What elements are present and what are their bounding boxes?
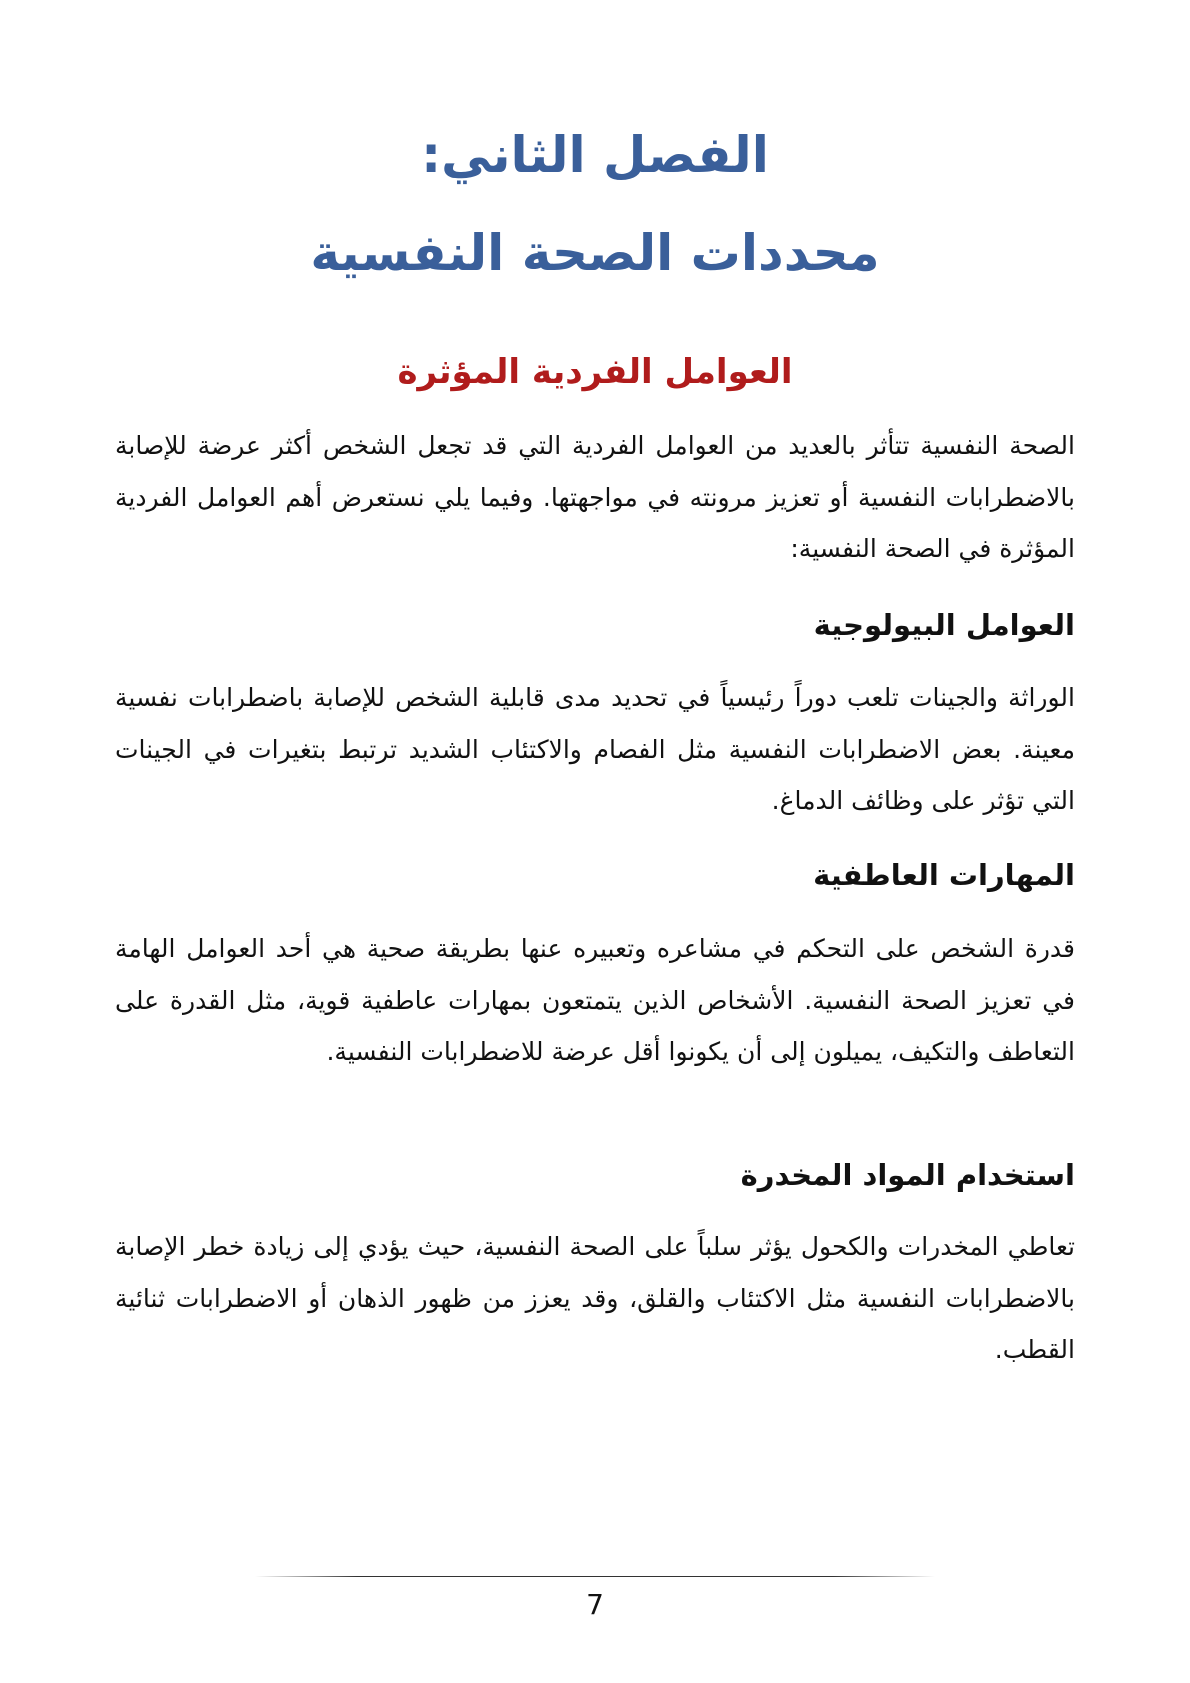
subsection-heading-biological: العوامل البيولوجية: [813, 608, 1075, 642]
intro-paragraph: الصحة النفسية تتأثر بالعديد من العوامل الفردية التي قد تجعل الشخص أكثر عرضة للإصابة بالاضطرابات النفسية أو تعزيز مرونته في مواجهتها. وفيما يلي نستعرض أهم العوامل الفردية المؤثرة في الصحة النفسية:: [115, 431, 1075, 563]
subsection-text-emotional: قدرة الشخص على التحكم في مشاعره وتعبيره عنها بطريقة صحية هي أحد العوامل الهامة في تعزيز الصحة النفسية. الأشخاص الذين يتمتعون بمهارات عاطفية قوية، مثل القدرة على التعاطف والتكيف، يميلون إلى أن يكونوا أقل عرضة للاضطرابات النفسية.: [115, 934, 1075, 1066]
subsection-heading-substances: استخدام المواد المخدرة: [740, 1158, 1075, 1192]
page-number: 7: [586, 1588, 604, 1621]
subsection-text-biological: الوراثة والجينات تلعب دوراً رئيسياً في تحديد مدى قابلية الشخص للإصابة باضطرابات نفسية معينة. بعض الاضطرابات النفسية مثل الفصام والاكتئاب الشديد ترتبط بتغيرات في الجينات التي تؤثر على وظائف الدماغ.: [115, 683, 1075, 815]
section-title: العوامل الفردية المؤثرة: [397, 352, 793, 392]
chapter-title-line1: الفصل الثاني:: [421, 126, 769, 184]
subsection-heading-emotional: المهارات العاطفية: [813, 858, 1075, 892]
chapter-title-line2: محددات الصحة النفسية: [310, 224, 880, 282]
footer-divider: [255, 1576, 935, 1577]
subsection-text-substances: تعاطي المخدرات والكحول يؤثر سلباً على الصحة النفسية، حيث يؤدي إلى زيادة خطر الإصابة بالاضطرابات النفسية مثل الاكتئاب والقلق، وقد يعزز من ظهور الذهان أو الاضطرابات ثنائية القطب.: [115, 1232, 1075, 1364]
